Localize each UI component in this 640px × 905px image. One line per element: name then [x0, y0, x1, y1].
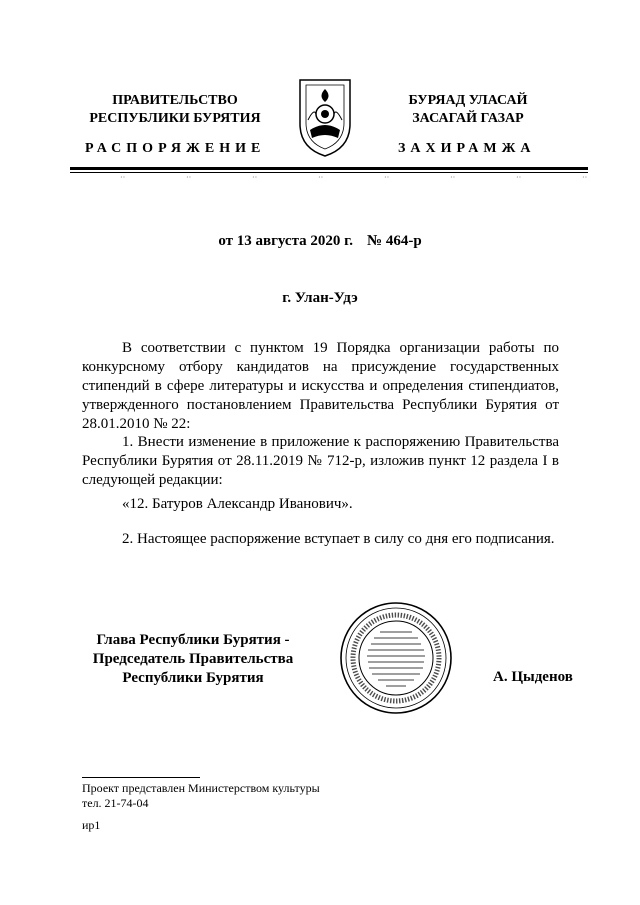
header-right-line2: ЗАСАГАЙ ГАЗАР	[412, 111, 524, 126]
coat-of-arms-icon	[294, 74, 356, 158]
footer-phone: тел. 21-74-04	[82, 796, 149, 810]
document-city: г. Улан-Удэ	[282, 290, 358, 306]
header-right-block	[368, 92, 568, 128]
body-paragraph-4: 2. Настоящее распоряжение вступает в силу со дня его подписания.	[122, 531, 555, 547]
document-date: от 13 августа 2020 г.	[218, 233, 354, 249]
signatory-title-line2: Председатель Правительства	[92, 651, 294, 667]
header-right-line1: БУРЯАД УЛАСАЙ	[408, 93, 528, 108]
official-stamp-icon	[338, 600, 454, 716]
document-number: № 464-р	[367, 233, 422, 249]
footer-prepared-by: Проект представлен Министерством культуры	[82, 781, 320, 795]
date-number-line	[0, 233, 640, 250]
doc-type-left: РАСПОРЯЖЕНИЕ	[85, 141, 266, 156]
header-rule-thick	[70, 167, 588, 170]
footer-rule	[82, 777, 200, 778]
signatory-name: А. Цыденов	[493, 669, 573, 685]
doc-type-right: ЗАХИРАМЖА	[398, 141, 536, 156]
body-paragraph-2: 1. Внести изменение в приложение к распоряжению Правительства Республики Бурятия от 28.11.2019 № 712-р, изложив пункт 12 раздела I в следующей редакции:	[82, 434, 559, 488]
signatory-title-line3: Республики Бурятия	[122, 670, 264, 686]
header-left-block	[70, 92, 280, 128]
body-paragraph-1: В соответствии с пунктом 19 Порядка организации работы по конкурсному отбору кандидатов на присуждение государственных стипендий в сфере литературы и искусства и определения стипендиатов, утвержденного постановлением Правительства Республики Бурятия от 28.01.2010 № 22:	[82, 340, 559, 432]
body-paragraph-3: «12. Батуров Александр Иванович».	[122, 496, 353, 512]
footer-code: ир1	[82, 818, 101, 832]
signatory-title-line1: Глава Республики Бурятия -	[96, 632, 290, 648]
header-left-line2: РЕСПУБЛИКИ БУРЯТИЯ	[89, 111, 261, 126]
header-left-line1: ПРАВИТЕЛЬСТВО	[112, 93, 238, 108]
signatory-title	[82, 631, 304, 688]
header-dot-row: ·· ·· ·· ·· ·· ·· ·· ··	[120, 173, 588, 182]
